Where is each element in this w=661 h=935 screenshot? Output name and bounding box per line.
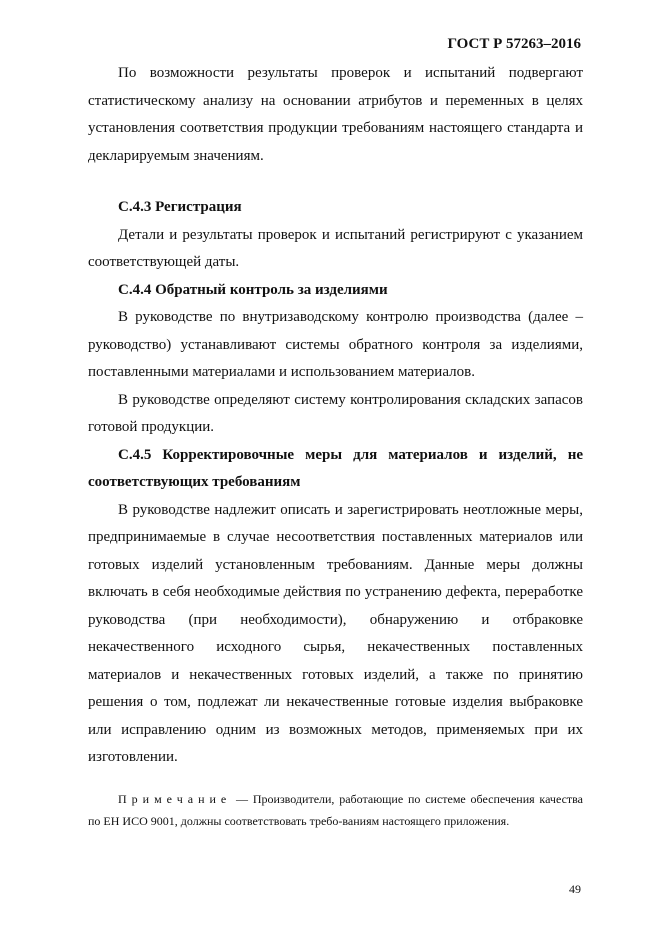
section-heading-traceability: С.4.4 Обратный контроль за изделиями — [118, 281, 388, 298]
note-label: Примечание — [118, 791, 232, 806]
paragraph-corrective-measures: В руководстве надлежит описать и зарегистрировать неотложные меры, предпринимаемые в случае несоответствия поставленных материалов или готовых изделий установленным требованиям. Данные меры должны включать в себя необходимые действия по устранению дефекта, переработке руководства (при необходимости), обнаружению и отбраковке некачественного исходного сырья, некачественных поставленных материалов и некачественных готовых изделий, а также по принятию решения о том, подлежат ли некачественные готовые изделия выбраковке или исправлению одним из возможных методов, применяемых при их изготовлении. — [88, 501, 583, 765]
page-body — [88, 60, 583, 832]
section-heading-corrective-measures: С.4.5 Корректировочные меры для материалов и изделий, не соответствующих требованиям — [88, 446, 583, 490]
paragraph-traceability: В руководстве по внутризаводскому контролю производства (далее – руководство) устанавливают системы обратного контроля за изделиями, поставленными материалами и использованием материалов. — [88, 309, 583, 380]
section-heading-registration: С.4.3 Регистрация — [118, 199, 242, 215]
paragraph-statistical-analysis: По возможности результаты проверок и испытаний подвергают статистическому анализу на основании атрибутов и переменных в целях установления соответствия продукции требованиям настоящего стандарта и декларируемым значениям. — [88, 65, 583, 164]
paragraph-registration: Детали и результаты проверок и испытаний регистрируют с указанием соответствующей даты. — [88, 226, 583, 270]
paragraph-stock-control: В руководстве определяют систему контролирования складских запасов готовой продукции. — [88, 391, 583, 435]
note-text: — Производители, работающие по системе обеспечения качества по ЕН ИСО 9001, должны соответствовать требо-ваниям настоящего приложения. — [88, 791, 583, 828]
note — [88, 788, 583, 832]
page-number: 49 — [569, 882, 581, 896]
document-code: ГОСТ Р 57263–2016 — [447, 36, 581, 52]
